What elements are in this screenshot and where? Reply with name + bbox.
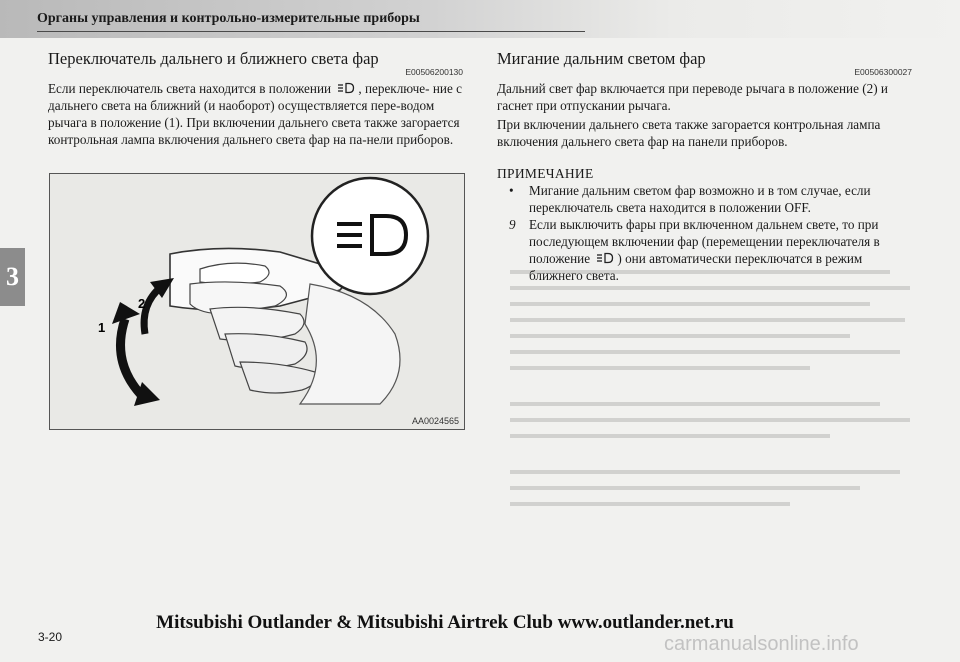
note-item <box>497 216 912 284</box>
finger <box>240 362 316 393</box>
section-code: E00506300027 <box>854 67 912 77</box>
lever-illustration <box>49 173 465 430</box>
paragraph-flash-1: Дальний свет фар включается при переводе рычага в положение (2) и гаснет при отпускании рычага. <box>497 81 888 113</box>
section-title-flash: Мигание дальним светом фар <box>497 49 706 68</box>
note-text: Мигание дальним светом фар возможно и в том случае, если переключатель света находится в положении OFF. <box>529 183 871 215</box>
figure-code: AA0024565 <box>411 416 459 426</box>
label-position-1: 1 <box>98 320 106 335</box>
section-title-high-low-beam: Переключатель дальнего и ближнего света фар <box>48 49 379 68</box>
finger <box>200 263 269 284</box>
note-text: ) они автоматически переключатся в режим ближнего света. <box>529 251 863 283</box>
note-bullet: 9 <box>509 217 516 232</box>
paragraph-flash-2: При включении дальнего света также загорается контрольная лампа включения дальнего света фар на панели приборов. <box>497 117 881 149</box>
left-column <box>48 49 463 148</box>
note-heading: ПРИМЕЧАНИЕ <box>497 166 594 181</box>
watermark: carmanualsonline.info <box>664 633 859 655</box>
label-position-2: 2 <box>138 296 146 311</box>
text-segment: Если переключатель света находится в положении <box>48 81 332 96</box>
paragraph-high-low-beam <box>48 80 463 148</box>
bleed-through-texture <box>500 262 920 522</box>
page-header-title: Органы управления и контрольно-измерительные приборы <box>37 11 420 26</box>
page-number: 3-20 <box>38 630 63 644</box>
headlight-switch-icon <box>337 82 355 94</box>
text-segment: ние с дальнего света на ближний (и наоборот) осуществляется пере-водом рычага в положение (1). При включении дальнего света также загорается контрольная лампа включения дальнего света фар на па-нели приборов. <box>48 81 462 147</box>
section-code: E00506200130 <box>405 67 463 77</box>
note-bullet: • <box>509 183 514 198</box>
header-rule <box>37 31 585 32</box>
right-column <box>497 49 912 284</box>
footer-site-link[interactable]: Mitsubishi Outlander & Mitsubishi Airtrek Club www.outlander.net.ru <box>156 612 734 633</box>
lever-drawing <box>50 174 464 429</box>
headlight-switch-icon <box>596 252 614 264</box>
note-item <box>497 182 912 216</box>
text-segment: , переключе- <box>358 81 430 96</box>
note-text: Если выключить фары при включенном дальнем свете, то при последующем включении фар (перемещении переключателя в положение <box>529 217 880 266</box>
chapter-tab: 3 <box>0 248 25 306</box>
hand-palm <box>300 284 400 404</box>
